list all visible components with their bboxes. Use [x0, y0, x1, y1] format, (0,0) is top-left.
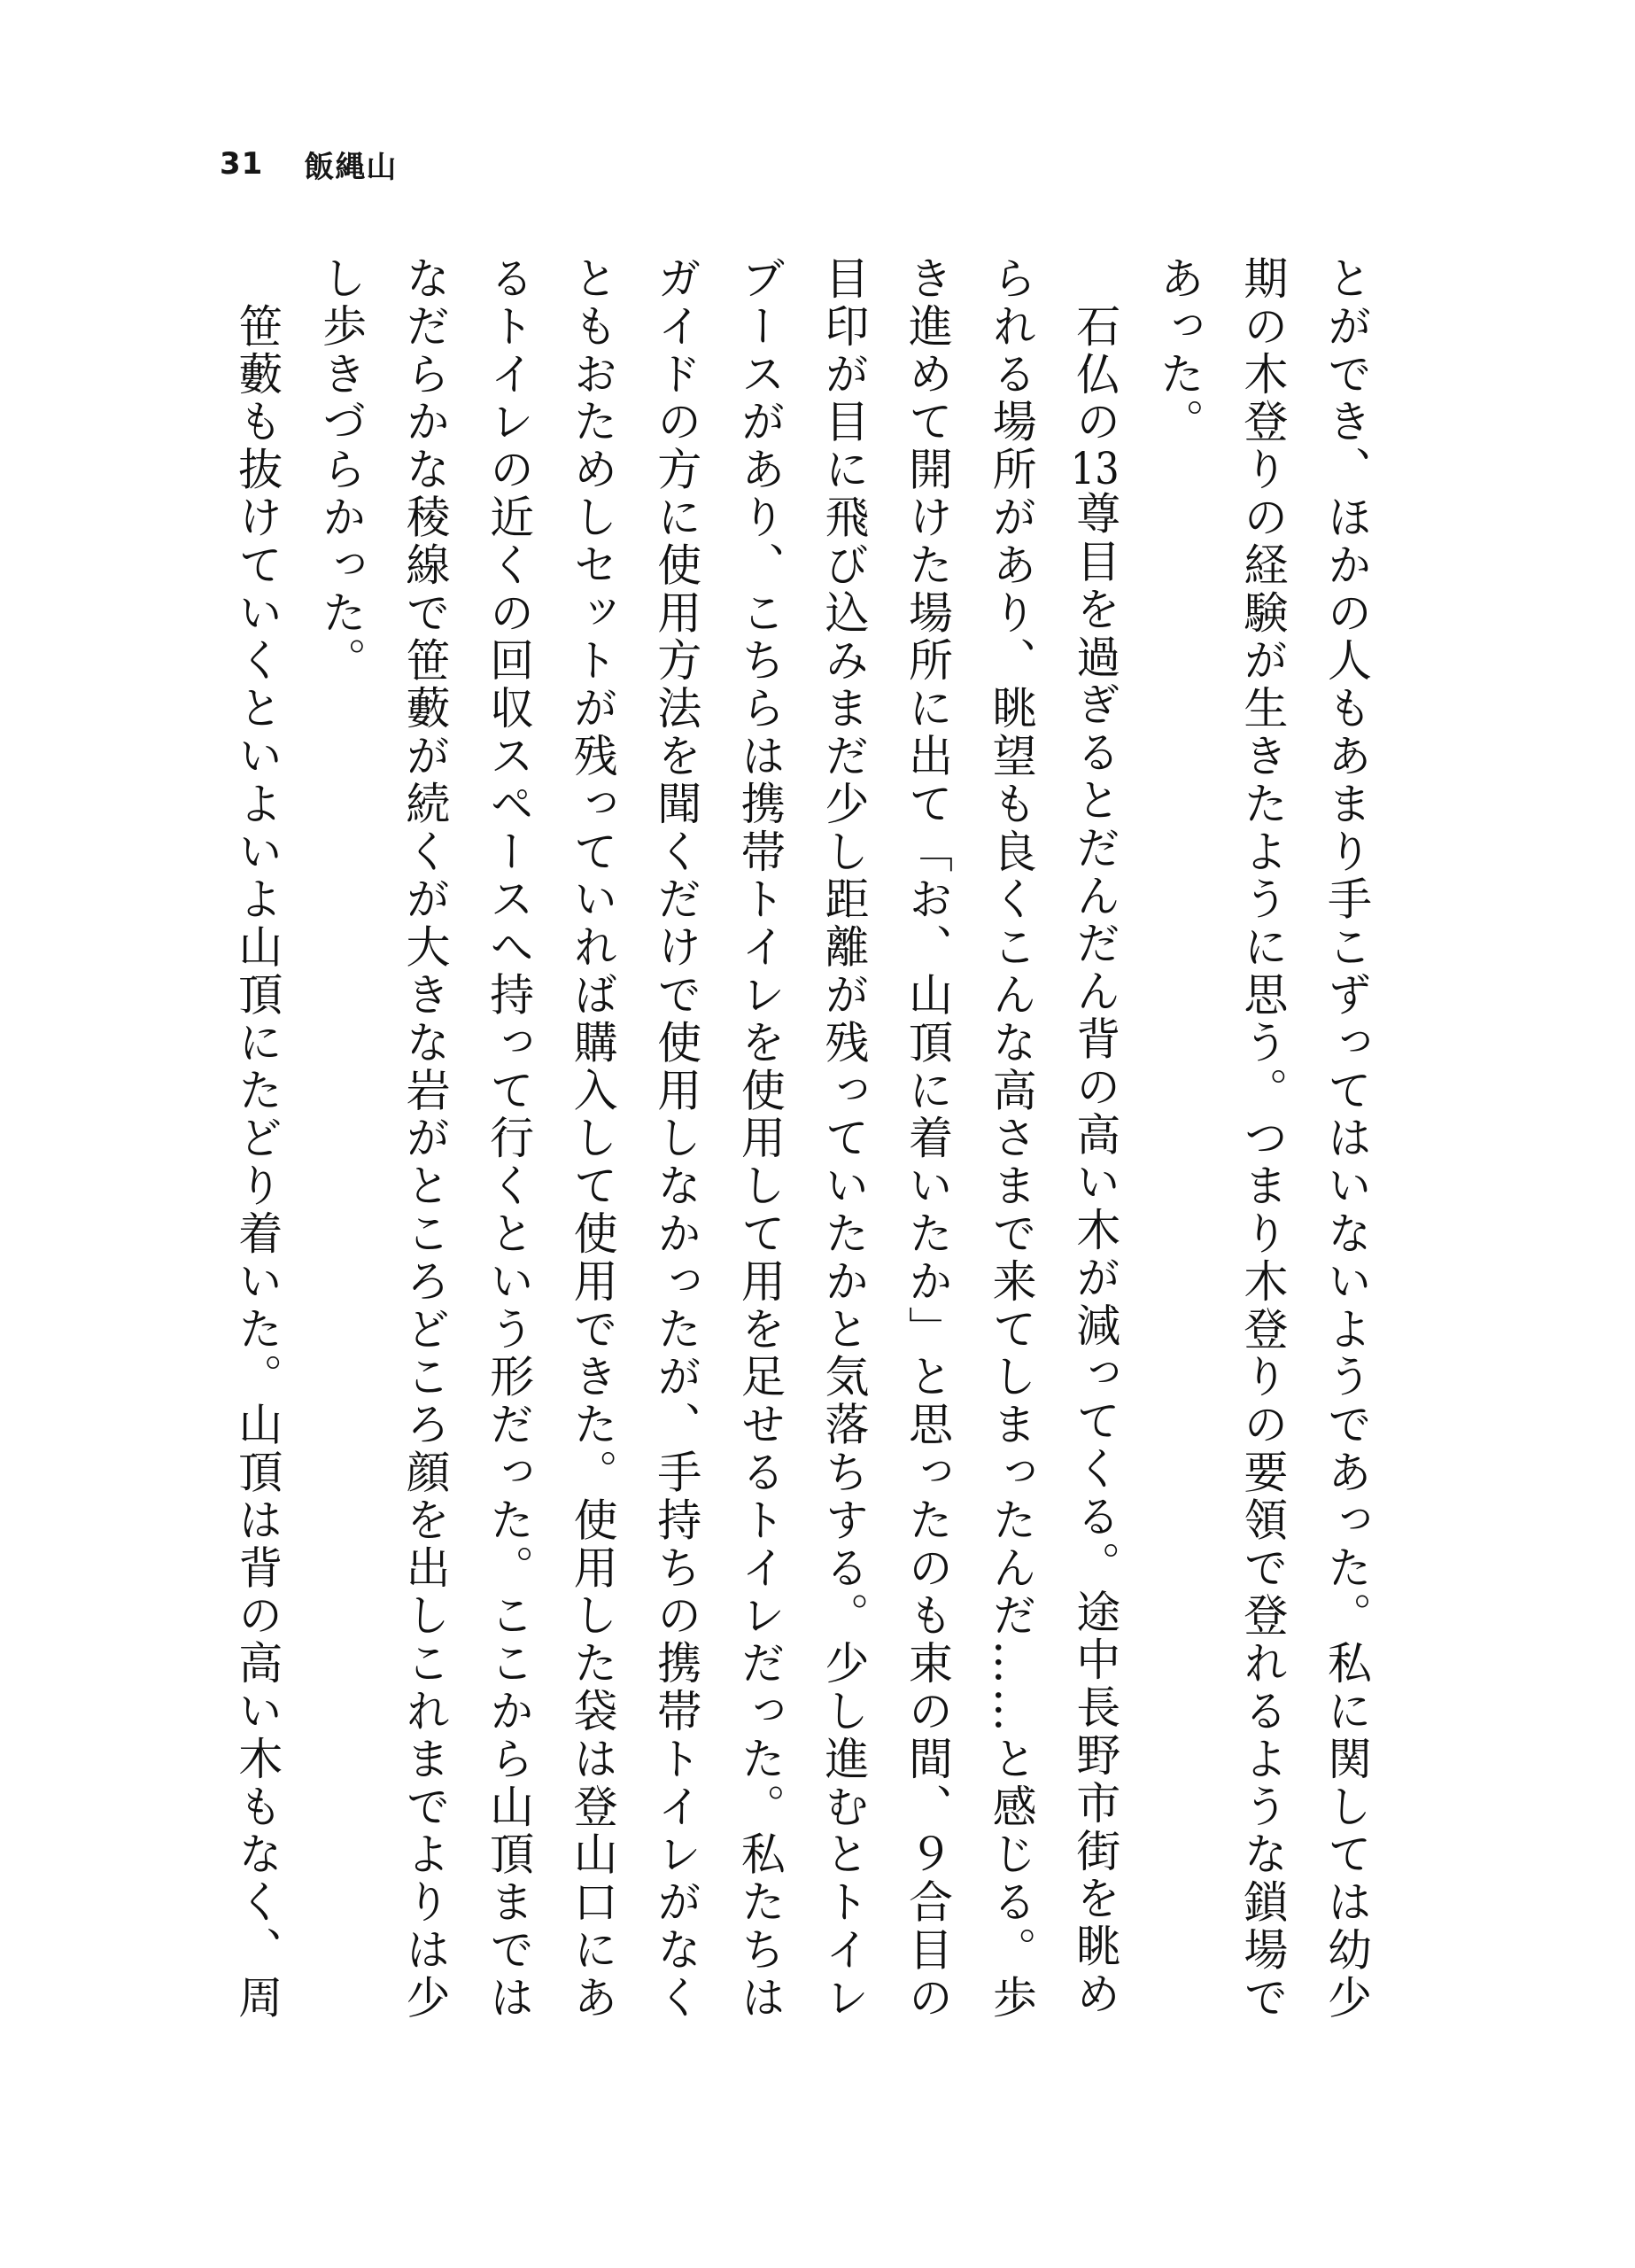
text-column: あった。 [1152, 255, 1205, 447]
text-column: ブースがあり、こちらは携帯トイレを使用して用を足せるトイレだった。私たちは [733, 255, 786, 2023]
text-column: し歩きづらかった。 [314, 255, 367, 686]
text-column: ともおためしセットが残っていれば購入して使用できた。使用した袋は登山口にあ [566, 255, 618, 2023]
text-column: 笹藪も抜けていくといよいよ山頂にたどり着いた。山頂は背の高い木もなく、周 [231, 255, 283, 2023]
text-column: き進めて開けた場所に出て「お、山頂に着いたか」と思ったのも束の間、９合目の [902, 255, 954, 2023]
text-column: 期の木登りの経験が生きたように思う。つまり木登りの要領で登れるような鎖場で [1236, 255, 1289, 2023]
text-column: るトイレの近くの回収スペースへ持って行くという形だった。ここから山頂までは [483, 255, 535, 2023]
vertical-body-text [215, 255, 1388, 2036]
text-column: られる場所があり、眺望も良くこんな高さまで来てしまったんだ……と感じる。歩 [985, 255, 1037, 2023]
text-column: ガイドの方に使用方法を聞くだけで使用しなかったが、手持ちの携帯トイレがなく [650, 255, 702, 2023]
running-head [220, 142, 397, 186]
text-column: 石仏の13尊目を過ぎるとだんだん背の高い木が減ってくる。途中長野市街を眺め [1069, 255, 1121, 2019]
upright-number: 13 [1070, 446, 1120, 491]
text-column: 目印が目に飛び込みまだ少し距離が残っていたかと気落ちする。少し進むとトイレ [818, 255, 870, 2023]
page-number: 31 [220, 146, 264, 182]
text-column: とができ、ほかの人もあまり手こずってはいないようであった。私に関しては幼少 [1321, 255, 1372, 2023]
text-column: なだらかな稜線で笹藪が続くが大きな岩がところどころ顔を出しこれまでよりは少 [399, 255, 451, 2023]
chapter-title: 飯縄山 [304, 149, 398, 185]
